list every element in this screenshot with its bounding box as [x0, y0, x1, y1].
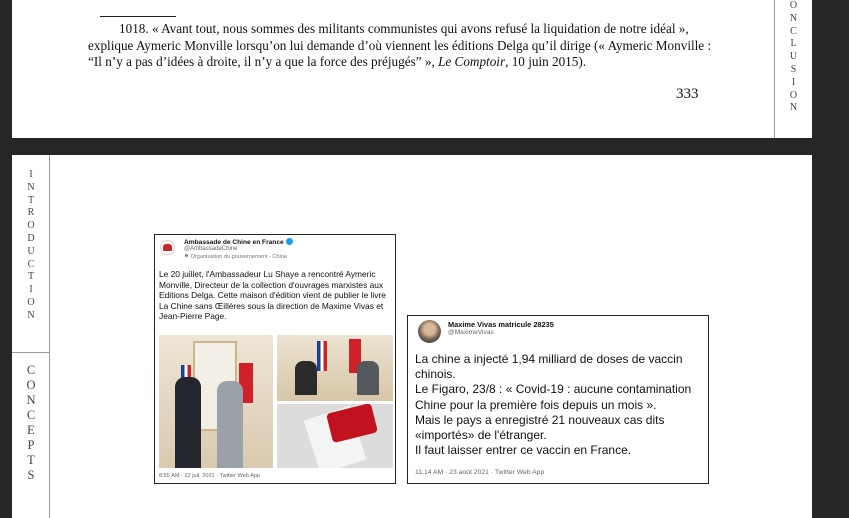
- side-tab-letter: I: [791, 76, 796, 88]
- side-tab-letter: N: [789, 12, 798, 24]
- side-tab-letter: L: [790, 38, 797, 50]
- tweet-line: Chine pour la première fois depuis un mois ».: [415, 397, 657, 412]
- author-avatar: [418, 320, 441, 343]
- side-tab-letter: P: [27, 438, 35, 452]
- photo-meeting-standing: [159, 335, 273, 468]
- tweet-handle: @AmbassadeChine: [184, 246, 238, 252]
- side-tab-letter: O: [27, 296, 35, 308]
- footnote-end: , 10 juin 2015).: [505, 54, 587, 69]
- tweet-vivas: [407, 315, 709, 484]
- tweet-header: [155, 235, 395, 266]
- side-tab-letter: C: [27, 258, 35, 270]
- side-tab-letter: T: [27, 453, 35, 467]
- tweet-author: Maxime Vivas matricule 28235: [448, 320, 554, 329]
- photo-meeting-seated: [277, 335, 393, 401]
- footnote-text: 1018. « Avant tout, nous sommes des militants communistes qui avons refusé la liquidation de notre idéal », explique Aymeric Monville lorsqu’on lui demande d’où viennent les éditions Delga qu’il dirige (« Aymeric Monville : “Il n’y a pas d’idées à droite, il n’y a que la force des préjugés” »,: [88, 21, 712, 69]
- tweet-line: Mais le pays a enregistré 21 nouveaux cas dits: [415, 412, 665, 427]
- tweet-embassy: [154, 234, 396, 484]
- side-tab-letter: S: [27, 468, 35, 482]
- side-tab-letter: U: [27, 245, 35, 257]
- side-tab-letter: C: [26, 363, 36, 377]
- government-label: ⚑ Organisation du gouvernement - Chine: [184, 254, 287, 260]
- tweet-line: chinois.: [415, 367, 456, 382]
- side-tab-letter: O: [26, 378, 36, 392]
- side-tab-introduction[interactable]: [12, 169, 50, 323]
- side-tab-concepts-label: [12, 363, 50, 483]
- side-tab-letter: S: [790, 63, 797, 75]
- tweet-line: «importés» de l'étranger.: [415, 428, 547, 443]
- tweet-photos: [159, 335, 393, 468]
- side-tab-divider: [12, 352, 50, 353]
- tweet-line: Le Figaro, 23/8 : « Covid-19 : aucune contamination: [415, 382, 692, 397]
- side-tab-letter: T: [27, 194, 35, 206]
- side-tab-letter: I: [29, 169, 33, 180]
- embassy-emblem-icon: [160, 240, 175, 255]
- tweet-footer: 8:55 AM · 22 juil. 2021 · Twitter Web App: [159, 473, 261, 479]
- top-page: [12, 0, 812, 138]
- tweet-line: La chine a injecté 1,94 milliard de doses de vaccin: [415, 352, 683, 366]
- side-tab-letter: O: [789, 0, 798, 11]
- side-tab-conclusion[interactable]: [774, 0, 812, 138]
- side-tab-letter: O: [789, 89, 798, 101]
- side-tab-letter: C: [790, 25, 797, 37]
- side-tab-label: [775, 0, 812, 115]
- side-tab-letter: U: [789, 51, 798, 63]
- side-tab-intro-label: [12, 169, 50, 323]
- side-tab-letter: I: [29, 284, 33, 296]
- tweet-author: Ambassade de Chine en France: [184, 238, 293, 246]
- page-number: 333: [676, 86, 699, 102]
- side-tab-letter: E: [27, 423, 35, 437]
- side-tab-letter: O: [27, 220, 35, 232]
- side-tab-concepts[interactable]: [12, 363, 50, 483]
- footnote: [88, 21, 713, 71]
- side-tab-letter: C: [26, 408, 36, 422]
- tweet-line: Il faut laisser entrer ce vaccin en France.: [415, 443, 632, 458]
- side-tab-letter: R: [27, 207, 35, 219]
- tweet-footer: 11:14 AM · 23 août 2021 · Twitter Web App: [415, 469, 545, 476]
- footnote-source: Le Comptoir: [438, 54, 506, 69]
- tweet-body: [415, 352, 709, 458]
- side-tabs-left: [12, 155, 50, 518]
- side-tab-letter: N: [27, 181, 35, 193]
- verified-badge-icon: [286, 238, 293, 245]
- tweet-body: Le 20 juillet, l'Ambassadeur Lu Shaye a rencontré Aymeric Monville, Directeur de la collection d'ouvrages marxistes aux Editions Delga. Cette maison d'édition vient de publier le livre La Chine sans Œillères sous la direction de Maxime Vivas et Jean-Pierre Page.: [159, 269, 386, 322]
- side-tab-letter: D: [27, 232, 35, 244]
- side-tab-letter: T: [27, 271, 35, 283]
- side-tab-letter: N: [27, 309, 35, 321]
- side-tab-letter: N: [789, 102, 798, 114]
- bottom-page: [12, 155, 812, 518]
- side-tab-letter: N: [26, 393, 36, 407]
- footnote-separator: [100, 16, 176, 17]
- photo-books: [277, 404, 393, 468]
- tweet-handle: @MaximeVivas: [448, 329, 494, 336]
